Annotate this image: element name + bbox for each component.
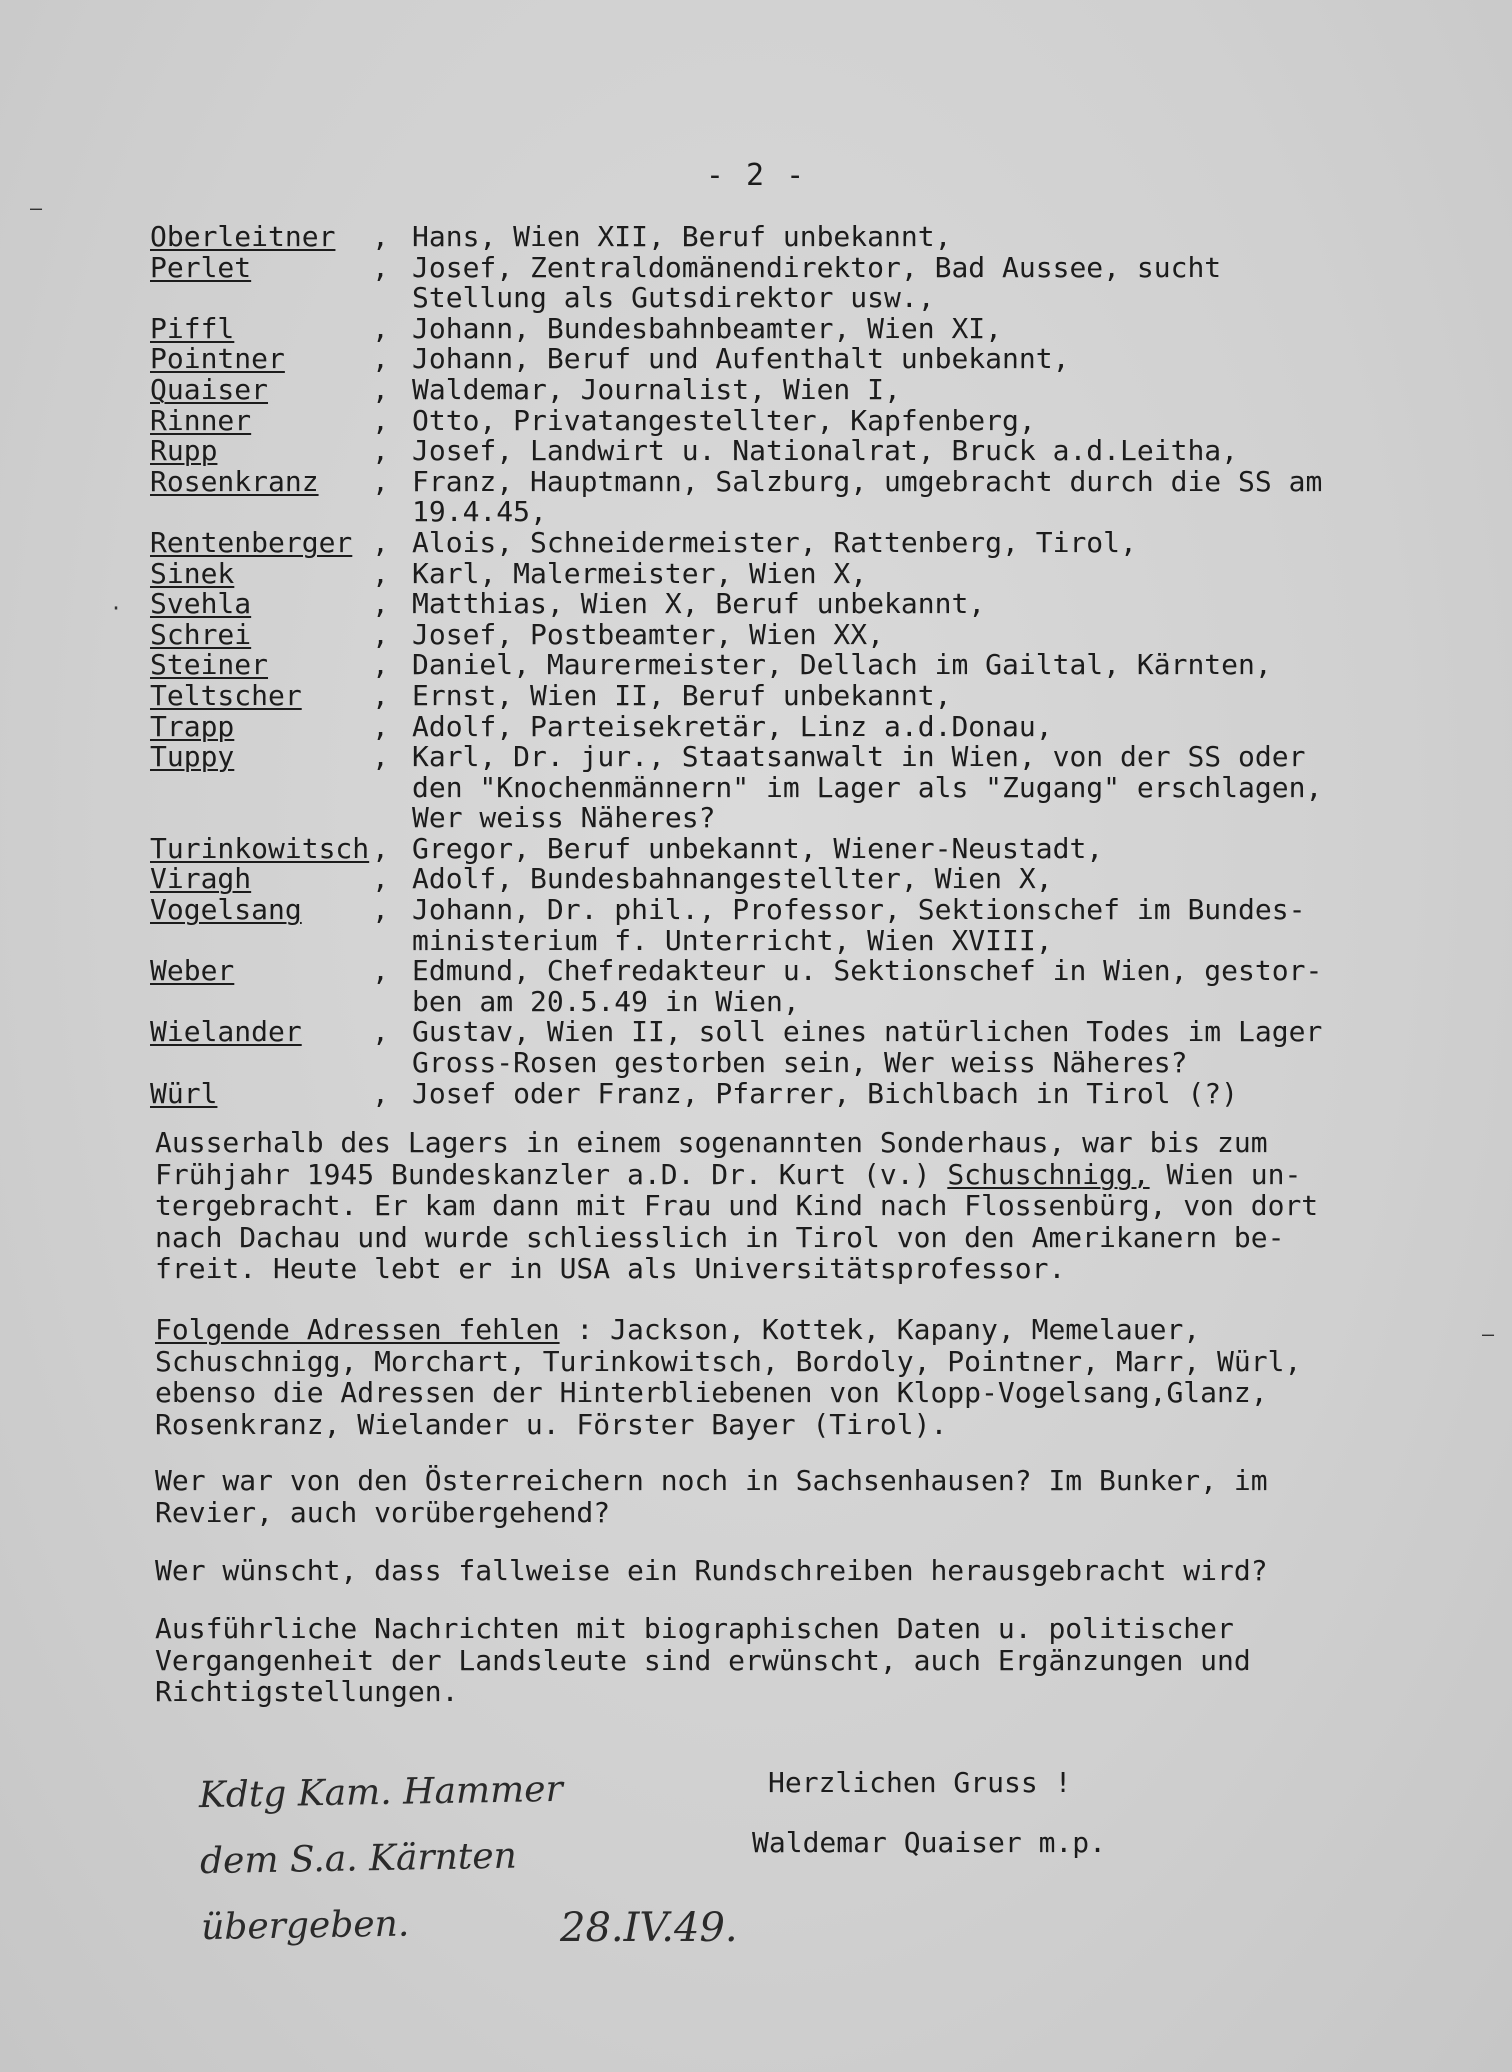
surname-cell bbox=[150, 864, 372, 895]
person-entry bbox=[150, 1076, 1322, 1110]
surname: Quaiser bbox=[150, 372, 269, 406]
person-entry bbox=[150, 464, 1323, 529]
handwritten-line: übergeben. bbox=[200, 1903, 410, 1949]
separator: , bbox=[372, 954, 389, 988]
entry-details bbox=[412, 222, 951, 253]
surname-cell bbox=[150, 222, 372, 253]
person-entry bbox=[150, 678, 1322, 712]
separator: , bbox=[372, 525, 389, 559]
separator: , bbox=[372, 893, 389, 927]
separator: , bbox=[372, 648, 389, 682]
surname: Steiner bbox=[150, 648, 269, 682]
detail-line: Josef, Landwirt u. Nationalrat, Bruck a.d.Leitha, bbox=[412, 434, 1239, 468]
surname-cell bbox=[150, 403, 372, 437]
person-entry bbox=[150, 344, 1322, 375]
text-line bbox=[155, 1314, 1301, 1346]
separator: , bbox=[372, 678, 389, 712]
text-line: Wer war von den Österreichern noch in Sachsenhausen? Im Bunker, im bbox=[155, 1464, 1268, 1497]
person-entry bbox=[150, 403, 1322, 437]
surname: Rupp bbox=[150, 434, 218, 468]
signature: Waldemar Quaiser m.p. bbox=[752, 1826, 1107, 1859]
detail-line: ben am 20.5.49 in Wien, bbox=[412, 984, 800, 1018]
surname-cell bbox=[150, 1076, 372, 1110]
separator: , bbox=[372, 372, 389, 406]
entry-details bbox=[412, 311, 1003, 345]
detail-line: Adolf, Parteisekretär, Linz a.d.Donau, bbox=[412, 709, 1053, 743]
person-entry bbox=[150, 895, 1322, 956]
text-line: tergebracht. Er kam dann mit Frau und Kind nach Flossenbürg, von dort bbox=[155, 1189, 1319, 1222]
punch-mark: · bbox=[110, 596, 123, 620]
surname: Tuppy bbox=[150, 740, 235, 774]
entry-details bbox=[412, 589, 985, 620]
separator: , bbox=[372, 311, 389, 345]
closing-greeting: Herzlichen Gruss ! bbox=[768, 1766, 1072, 1799]
detail-line: Adolf, Bundesbahnangestellter, Wien X, bbox=[412, 862, 1053, 896]
surname-cell bbox=[150, 250, 372, 284]
detail-line: Matthias, Wien X, Beruf unbekannt, bbox=[412, 587, 986, 621]
person-entry bbox=[150, 742, 1322, 834]
detail-line: Wer weiss Näheres? bbox=[412, 801, 716, 835]
entry-details bbox=[412, 556, 868, 590]
person-entry bbox=[150, 864, 1322, 895]
detail-line: Johann, Dr. phil., Professor, Sektionschef im Bundes- bbox=[412, 893, 1306, 927]
entry-details bbox=[412, 344, 1069, 375]
surname: Schrei bbox=[150, 617, 252, 651]
surname-cell bbox=[150, 650, 372, 681]
text-line bbox=[155, 1159, 1318, 1191]
surname: Wielander bbox=[150, 1015, 302, 1049]
paragraph-news bbox=[155, 1613, 1251, 1708]
separator: , bbox=[372, 862, 389, 896]
surname: Würl bbox=[150, 1076, 218, 1110]
detail-line: Franz, Hauptmann, Salzburg, umgebracht durch die SS am bbox=[412, 464, 1323, 498]
text-line: Richtigstellungen. bbox=[155, 1675, 459, 1708]
surname-cell bbox=[150, 344, 372, 375]
separator: , bbox=[372, 220, 389, 253]
person-entry bbox=[150, 617, 1322, 651]
person-entry bbox=[150, 222, 1322, 253]
detail-line: Hans, Wien XII, Beruf unbekannt, bbox=[412, 220, 952, 253]
punch-mark: — bbox=[30, 196, 43, 220]
surname: Turinkowitsch bbox=[150, 831, 370, 865]
detail-line: Johann, Beruf und Aufenthalt unbekannt, bbox=[412, 342, 1070, 376]
separator: , bbox=[372, 1015, 389, 1049]
entry-details bbox=[412, 403, 1036, 437]
paragraph-question bbox=[155, 1465, 1268, 1528]
surname: Piffl bbox=[150, 311, 235, 345]
text-line: Wer wünscht, dass fallweise ein Rundschreiben herausgebracht wird? bbox=[155, 1554, 1268, 1587]
text-line: Vergangenheit der Landsleute sind erwünscht, auch Ergänzungen und bbox=[155, 1643, 1251, 1677]
separator: , bbox=[372, 709, 389, 743]
detail-line: den "Knochenmännern" im Lager als "Zugang" erschlagen, bbox=[412, 770, 1323, 804]
surname: Perlet bbox=[150, 250, 252, 284]
surname-cell bbox=[150, 464, 372, 498]
entry-details bbox=[412, 464, 1323, 529]
detail-line: Josef, Postbeamter, Wien XX, bbox=[412, 617, 885, 651]
surname-cell bbox=[150, 678, 372, 712]
surname: Vogelsang bbox=[150, 893, 302, 927]
separator: , bbox=[372, 434, 389, 468]
text-line: Ausserhalb des Lagers in einem sogenannten Sonderhaus, war bis zum bbox=[155, 1126, 1268, 1159]
surname-cell bbox=[150, 1017, 372, 1048]
paragraph-missing-addresses bbox=[155, 1314, 1301, 1440]
text-line: Revier, auch vorübergehend? bbox=[155, 1495, 611, 1529]
handwritten-note bbox=[198, 1757, 565, 1961]
separator: , bbox=[372, 342, 389, 376]
entry-details bbox=[412, 895, 1305, 956]
person-entry bbox=[150, 1017, 1322, 1078]
surname: Viragh bbox=[150, 862, 252, 896]
separator: , bbox=[372, 740, 389, 774]
detail-line: Gregor, Beruf unbekannt, Wiener-Neustadt, bbox=[412, 831, 1104, 865]
surname: Sinek bbox=[150, 556, 235, 590]
detail-line: Karl, Dr. jur., Staatsanwalt in Wien, von der SS oder bbox=[412, 740, 1306, 774]
entry-details bbox=[412, 617, 885, 651]
surname: Trapp bbox=[150, 709, 235, 743]
detail-line: Edmund, Chefredakteur u. Sektionschef in Wien, gestor- bbox=[412, 954, 1323, 988]
detail-line: Waldemar, Journalist, Wien I, bbox=[412, 372, 901, 406]
surname-cell bbox=[150, 831, 372, 865]
surname-cell bbox=[150, 556, 372, 590]
paragraph-circular bbox=[155, 1555, 1268, 1587]
surname: Weber bbox=[150, 954, 235, 988]
person-entry bbox=[150, 831, 1322, 865]
surname-cell bbox=[150, 372, 372, 406]
detail-line: Johann, Bundesbahnbeamter, Wien XI, bbox=[412, 311, 1003, 345]
detail-line: Otto, Privatangestellter, Kapfenberg, bbox=[412, 403, 1036, 437]
surname-cell bbox=[150, 956, 372, 987]
separator: , bbox=[372, 1076, 389, 1110]
detail-line: ministerium f. Unterricht, Wien XVIII, bbox=[412, 923, 1053, 957]
handwritten-line: dem S.a. Kärnten bbox=[199, 1835, 518, 1883]
separator: , bbox=[372, 617, 389, 651]
text-line: Schuschnigg, Morchart, Turinkowitsch, Bordoly, Pointner, Marr, Würl, bbox=[155, 1344, 1302, 1378]
text-line: ebenso die Adressen der Hinterbliebenen von Klopp-Vogelsang,Glanz, bbox=[155, 1376, 1268, 1409]
handwritten-line: Kdtg Kam. Hammer bbox=[198, 1768, 564, 1817]
detail-line: 19.4.45, bbox=[412, 495, 547, 529]
text-fragment: Frühjahr 1945 Bundeskanzler a.D. Dr. Kurt (v.) bbox=[155, 1157, 948, 1191]
surname-cell bbox=[150, 709, 372, 743]
text-fragment: Wien un- bbox=[1149, 1157, 1302, 1191]
surname: Oberleitner bbox=[150, 220, 336, 253]
surname: Rinner bbox=[150, 403, 252, 437]
section-heading: Folgende Adressen fehlen bbox=[155, 1313, 560, 1346]
surname-cell bbox=[150, 895, 372, 926]
separator: , bbox=[372, 464, 389, 498]
entry-details bbox=[412, 864, 1053, 895]
entry-details bbox=[412, 709, 1053, 743]
entry-details bbox=[412, 372, 901, 406]
surname-cell bbox=[150, 617, 372, 651]
entry-details bbox=[412, 742, 1322, 834]
surname: Pointner bbox=[150, 342, 285, 376]
entry-details bbox=[412, 250, 1222, 315]
entry-details bbox=[412, 831, 1104, 865]
detail-line: Gross-Rosen gestorben sein, Wer weiss Näheres? bbox=[412, 1046, 1188, 1080]
person-entry bbox=[150, 525, 1322, 559]
detail-line: Josef oder Franz, Pfarrer, Bichlbach in Tirol (?) bbox=[412, 1076, 1239, 1110]
person-list bbox=[150, 222, 1322, 1109]
person-entry bbox=[150, 372, 1322, 406]
detail-line: Gustav, Wien II, soll eines natürlichen Todes im Lager bbox=[412, 1015, 1323, 1049]
surname: Teltscher bbox=[150, 678, 302, 712]
detail-line: Alois, Schneidermeister, Rattenberg, Tirol, bbox=[412, 525, 1137, 559]
surname-cell bbox=[150, 742, 372, 773]
page-number: - 2 - bbox=[705, 158, 807, 193]
detail-line: Ernst, Wien II, Beruf unbekannt, bbox=[412, 678, 952, 712]
entry-details bbox=[412, 436, 1238, 467]
text-line: freit. Heute lebt er in USA als Universitätsprofessor. bbox=[155, 1252, 1066, 1285]
surname: Rentenberger bbox=[150, 525, 353, 559]
detail-line: Josef, Zentraldomänendirektor, Bad Aussee, sucht bbox=[412, 250, 1222, 284]
person-entry bbox=[150, 311, 1322, 345]
entry-details bbox=[412, 1076, 1239, 1110]
entry-details bbox=[412, 525, 1137, 559]
text-line: Ausführliche Nachrichten mit biographischen Daten u. politischer bbox=[155, 1612, 1234, 1645]
paragraph-schuschnigg bbox=[155, 1127, 1318, 1285]
surname: Svehla bbox=[150, 587, 252, 621]
surname: Rosenkranz bbox=[150, 464, 319, 498]
separator: , bbox=[372, 250, 389, 284]
person-entry bbox=[150, 436, 1322, 467]
text-fragment: : Jackson, Kottek, Kapany, Memelauer, bbox=[559, 1313, 1201, 1346]
text-line: Rosenkranz, Wielander u. Förster Bayer (Tirol). bbox=[155, 1407, 948, 1441]
person-entry bbox=[150, 589, 1322, 620]
surname-cell bbox=[150, 525, 372, 559]
punch-mark: — bbox=[1482, 1322, 1495, 1346]
entry-details bbox=[412, 1017, 1322, 1078]
detail-line: Karl, Malermeister, Wien X, bbox=[412, 556, 868, 590]
separator: , bbox=[372, 587, 389, 621]
handwritten-date: 28.IV.49. bbox=[560, 1905, 738, 1951]
surname-cell bbox=[150, 589, 372, 620]
separator: , bbox=[372, 831, 389, 865]
underlined-name: Schuschnigg, bbox=[947, 1157, 1150, 1191]
person-entry bbox=[150, 556, 1322, 590]
surname-cell bbox=[150, 311, 372, 345]
detail-line: Stellung als Gutsdirektor usw., bbox=[412, 281, 935, 315]
text-line: nach Dachau und wurde schliesslich in Tirol von den Amerikanern be- bbox=[155, 1220, 1285, 1254]
person-entry bbox=[150, 956, 1322, 1017]
entry-details bbox=[412, 650, 1272, 681]
person-entry bbox=[150, 709, 1322, 743]
entry-details bbox=[412, 956, 1322, 1017]
separator: , bbox=[372, 403, 389, 437]
person-entry bbox=[150, 650, 1322, 681]
surname-cell bbox=[150, 436, 372, 467]
detail-line: Daniel, Maurermeister, Dellach im Gailtal, Kärnten, bbox=[412, 648, 1272, 682]
separator: , bbox=[372, 556, 389, 590]
person-entry bbox=[150, 250, 1322, 315]
entry-details bbox=[412, 678, 952, 712]
